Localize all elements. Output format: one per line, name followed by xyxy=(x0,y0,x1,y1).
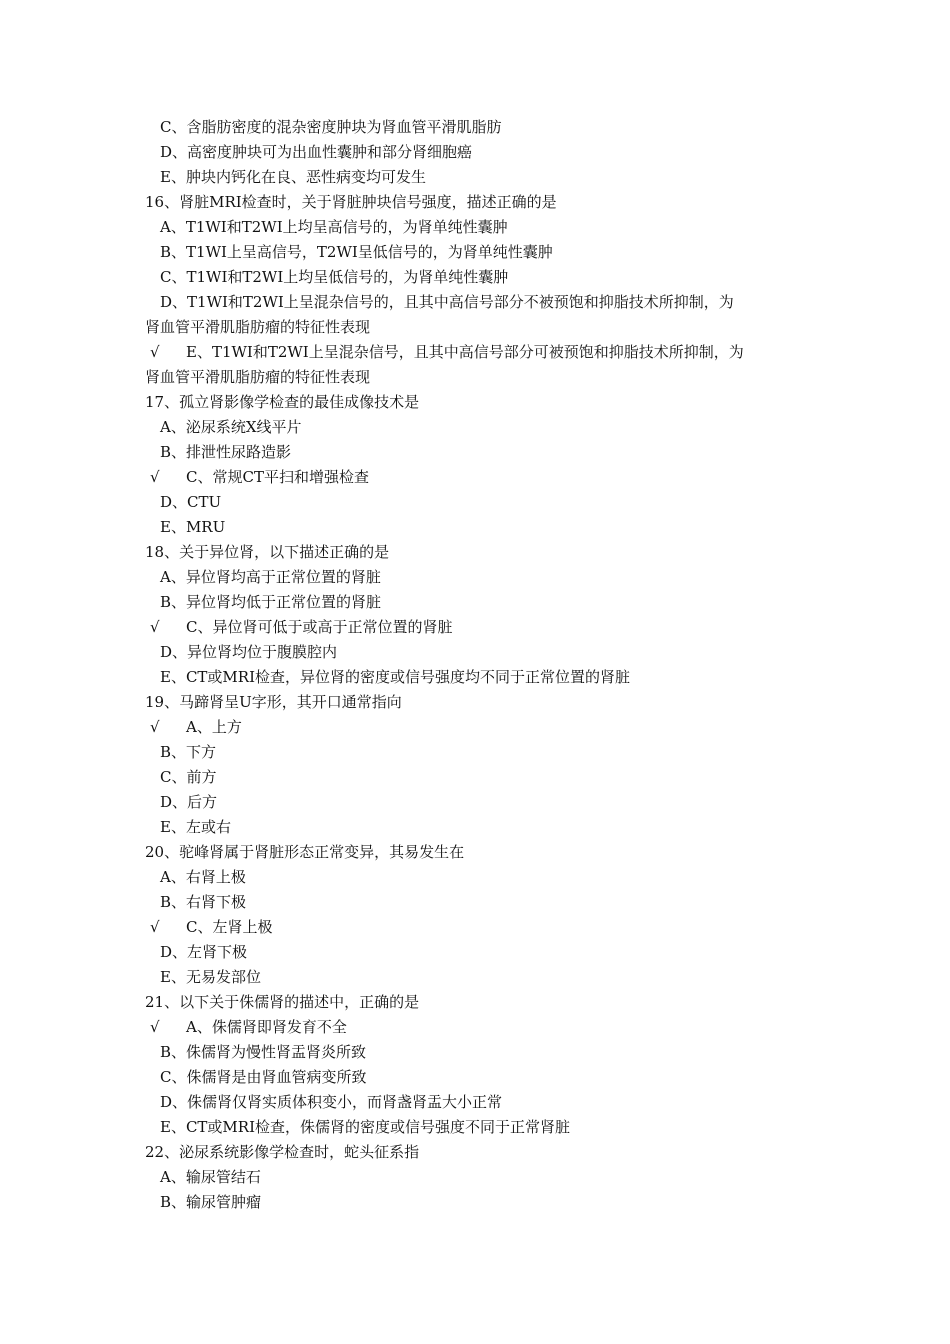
q20-option-a: A、右肾上极 xyxy=(160,868,246,886)
q19-option-c: C、前方 xyxy=(160,768,217,786)
q19-option-b: B、下方 xyxy=(160,743,217,761)
q21-option-d: D、侏儒肾仅肾实质体积变小，而肾盏肾盂大小正常 xyxy=(160,1093,503,1111)
q16-option-a: A、T1WI和T2WI上均呈高信号的，为肾单纯性囊肿 xyxy=(160,218,508,236)
q19-answer-row xyxy=(0,715,950,740)
q21-option-b: B、侏儒肾为慢性肾盂肾炎所致 xyxy=(160,1043,367,1061)
check-mark-icon: √ xyxy=(150,468,160,486)
q17-stem: 17、孤立肾影像学检查的最佳成像技术是 xyxy=(145,393,420,411)
q18-option-d: D、异位肾均位于腹膜腔内 xyxy=(160,643,338,661)
q16-answer-line1 xyxy=(0,340,950,365)
q18-option-c: C、异位肾可低于或高于正常位置的肾脏 xyxy=(186,618,453,636)
q20-option-e: E、无易发部位 xyxy=(160,968,261,986)
q22-option-a: A、输尿管结石 xyxy=(160,1168,261,1186)
q19-stem: 19、马蹄肾呈U字形，其开口通常指向 xyxy=(145,693,402,711)
q16-option-c: C、T1WI和T2WI上均呈低信号的，为肾单纯性囊肿 xyxy=(160,268,509,286)
check-mark-icon: √ xyxy=(150,1018,160,1036)
q17-option-c: C、常规CT平扫和增强检查 xyxy=(186,468,369,486)
q19-option-a: A、上方 xyxy=(186,718,242,736)
q17-answer-row xyxy=(0,465,950,490)
q15-option-d: D、高密度肿块可为出血性囊肿和部分肾细胞癌 xyxy=(160,143,473,161)
q21-option-e: E、CT或MRI检查，侏儒肾的密度或信号强度不同于正常肾脏 xyxy=(160,1118,571,1136)
q18-stem: 18、关于异位肾，以下描述正确的是 xyxy=(145,543,390,561)
q17-option-e: E、MRU xyxy=(160,518,226,536)
q16-stem: 16、肾脏MRI检查时，关于肾脏肿块信号强度，描述正确的是 xyxy=(145,193,557,211)
q20-option-b: B、右肾下极 xyxy=(160,893,247,911)
q21-option-c: C、侏儒肾是由肾血管病变所致 xyxy=(160,1068,367,1086)
q21-answer-row xyxy=(0,1015,950,1040)
q18-option-a: A、异位肾均高于正常位置的肾脏 xyxy=(160,568,381,586)
q16-option-d-line1: D、T1WI和T2WI上呈混杂信号的，且其中高信号部分不被预饱和抑脂技术所抑制，为 xyxy=(160,293,734,311)
q17-option-a: A、泌尿系统X线平片 xyxy=(160,418,302,436)
q18-option-e: E、CT或MRI检查，异位肾的密度或信号强度均不同于正常位置的肾脏 xyxy=(160,668,631,686)
q18-option-b: B、异位肾均低于正常位置的肾脏 xyxy=(160,593,382,611)
q16-option-b: B、T1WI上呈高信号，T2WI呈低信号的，为肾单纯性囊肿 xyxy=(160,243,553,261)
q19-option-d: D、后方 xyxy=(160,793,218,811)
q21-stem: 21、以下关于侏儒肾的描述中，正确的是 xyxy=(145,993,420,1011)
exam-page xyxy=(0,115,950,1215)
check-mark-icon: √ xyxy=(150,718,160,736)
q15-option-c: C、含脂肪密度的混杂密度肿块为肾血管平滑肌脂肪 xyxy=(160,118,502,136)
q22-stem: 22、泌尿系统影像学检查时，蛇头征系指 xyxy=(145,1143,420,1161)
q22-option-b: B、输尿管肿瘤 xyxy=(160,1193,262,1211)
q20-answer-row xyxy=(0,915,950,940)
q19-option-e: E、左或右 xyxy=(160,818,231,836)
check-mark-icon: √ xyxy=(150,343,160,361)
q16-answer-line2: 肾血管平滑肌脂肪瘤的特征性表现 xyxy=(145,368,371,386)
check-mark-icon: √ xyxy=(150,918,160,936)
q20-option-d: D、左肾下极 xyxy=(160,943,248,961)
q16-option-e: E、T1WI和T2WI上呈混杂信号，且其中高信号部分可被预饱和抑脂技术所抑制，为 xyxy=(186,343,744,361)
q17-option-d: D、CTU xyxy=(160,493,222,511)
q17-option-b: B、排泄性尿路造影 xyxy=(160,443,292,461)
q21-option-a: A、侏儒肾即肾发育不全 xyxy=(186,1018,347,1036)
q15-option-e: E、肿块内钙化在良、恶性病变均可发生 xyxy=(160,168,426,186)
q16-option-d-line2: 肾血管平滑肌脂肪瘤的特征性表现 xyxy=(145,318,371,336)
q18-answer-row xyxy=(0,615,950,640)
check-mark-icon: √ xyxy=(150,618,160,636)
q20-option-c: C、左肾上极 xyxy=(186,918,273,936)
q20-stem: 20、驼峰肾属于肾脏形态正常变异，其易发生在 xyxy=(145,843,465,861)
